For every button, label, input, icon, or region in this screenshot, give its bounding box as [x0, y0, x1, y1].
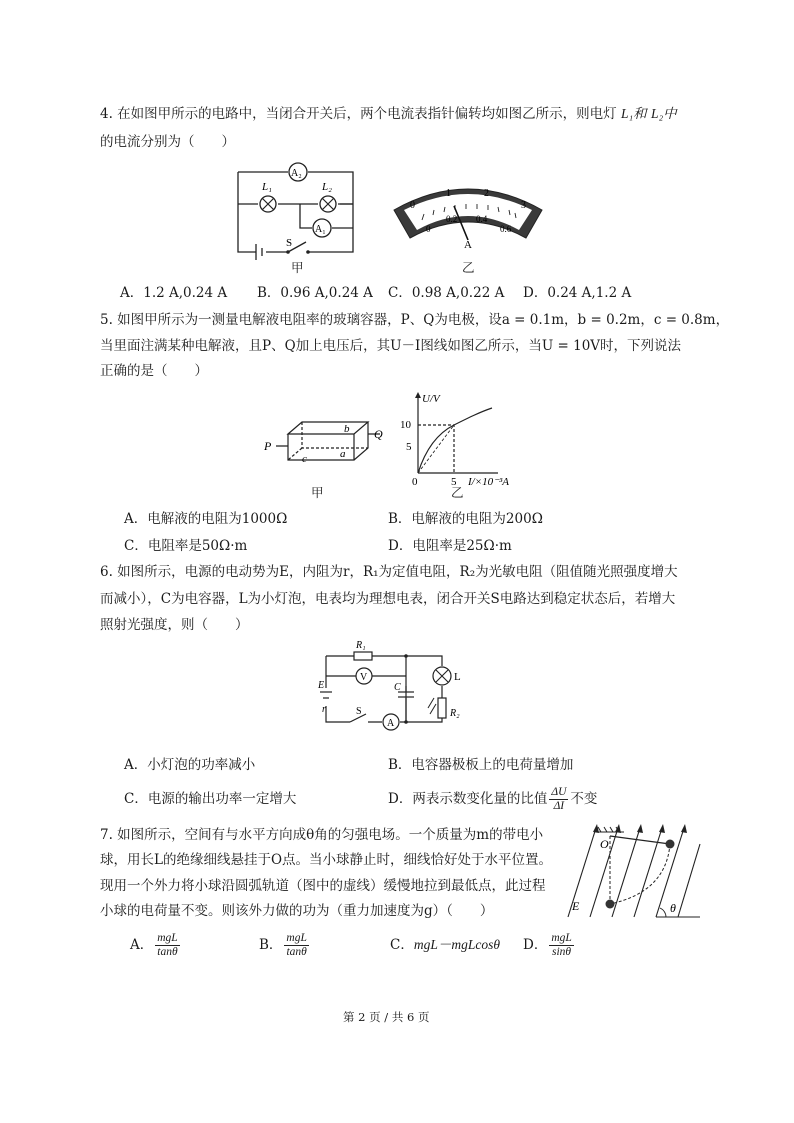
dim-c: c	[302, 453, 307, 465]
q7-stem-line-2: 球，用长L的绝缘细线悬挂于O点。当小球静止时，细线恰好处于水平位置。	[100, 852, 553, 868]
switch-label: S	[286, 237, 293, 249]
l1-label: L₁	[262, 181, 272, 193]
q5-option-c: C．电阻率是50Ω·m	[124, 538, 248, 554]
q7-option-d: D． $\frac{\text{mgL}}{\sin\theta}$	[523, 932, 572, 958]
a2-label: A₂	[291, 168, 302, 179]
q5-option-a: A．电解液的电阻为1000Ω	[124, 511, 288, 527]
q7-stem-line-3: 现用一个外力将小球沿圆弧轨道（图中的虚线）缓慢地拉到最低点，此过程	[100, 878, 546, 894]
meter-unit: A	[464, 239, 472, 250]
q7-option-a: A． $\frac{\text{mgL}}{\tan\theta}$	[130, 932, 178, 958]
meter-top-2: 2	[484, 188, 489, 199]
meter-bottom-1: 0.2	[446, 214, 458, 224]
q5-fig1-caption: 甲	[311, 485, 324, 500]
l2-label: L₂	[322, 181, 332, 193]
q7-option-b: B． $\frac{\text{mgL}}{\tan\theta}$	[259, 932, 307, 958]
capacitor-label: C	[394, 682, 401, 693]
voltmeter-label: V	[360, 672, 368, 683]
ammeter-label: A	[387, 718, 395, 729]
q5-fig2-caption: 乙	[451, 485, 464, 500]
q7-option-c: C．mgL－mgLcosθ	[390, 937, 500, 953]
theta-label: θ	[670, 901, 676, 915]
dim-b: b	[344, 423, 350, 435]
graph-y10: 10	[400, 419, 411, 431]
q4-stem-line-1: 4. 在如图甲所示的电路中，当闭合开关后，两个电流表指针偏转均如图乙所示，则电灯 L₁和 L₂中	[100, 106, 677, 122]
internal-r-label: r	[322, 704, 326, 715]
r2-label: R₂	[450, 708, 460, 719]
graph-x5: 5	[451, 476, 457, 488]
switch-s-label: S	[356, 706, 362, 717]
q4-meter-figure	[388, 170, 548, 250]
q7-field-figure	[562, 822, 702, 922]
graph-x-axis-label: I/×10⁻³A	[468, 476, 509, 488]
q6-stem-line-1: 6. 如图所示，电源的电动势为E，内阻为r，R₁为定值电阻，R₂为光敏电阻（阻值随光照强度增大	[100, 564, 678, 580]
electrode-q: Q	[374, 427, 383, 441]
page-footer: 第 2 页 / 共 6 页	[343, 1010, 430, 1024]
q5-stem-line-3: 正确的是（ ）	[100, 363, 208, 379]
q4-fig2-caption: 乙	[462, 260, 475, 275]
q4-option-b: B．0.96 A,0.24 A	[257, 285, 373, 301]
q7-stem-line-1: 7. 如图所示，空间有与水平方向成θ角的匀强电场。一个质量为m的带电小	[100, 827, 544, 843]
point-o-label: O	[600, 837, 609, 851]
q4-stem-line-2: 的电流分别为（ ）	[100, 134, 235, 150]
q6-stem-line-3: 照射光强度，则（ ）	[100, 617, 249, 633]
graph-origin: 0	[412, 476, 418, 488]
dim-a: a	[340, 448, 346, 460]
meter-top-3: 3	[521, 200, 526, 211]
meter-bottom-2: 0.4	[476, 214, 488, 224]
q4-circuit-figure	[228, 152, 368, 262]
a1-label: A₁	[315, 224, 326, 235]
meter-bottom-3: 0.6	[500, 224, 512, 234]
field-e-label: E	[572, 899, 580, 913]
meter-top-1: 1	[446, 188, 451, 199]
q6-option-c: C．电源的输出功率一定增大	[124, 791, 297, 807]
meter-bottom-0: 0	[426, 224, 431, 234]
q7-stem-line-4: 小球的电荷量不变。则该外力做的功为（重力加速度为g）（ ）	[100, 903, 494, 919]
graph-y5: 5	[406, 441, 412, 453]
graph-y-axis-label: U/V	[422, 393, 440, 405]
q4-option-a: A．1.2 A,0.24 A	[120, 285, 228, 301]
lamp-label: L	[454, 671, 461, 683]
q6-option-a: A．小灯泡的功率减小	[124, 757, 256, 773]
q5-box-figure	[262, 412, 392, 472]
electrode-p: P	[264, 439, 272, 453]
q4-fig1-caption: 甲	[291, 260, 304, 275]
emf-label: E	[318, 680, 325, 691]
q5-option-d: D．电阻率是25Ω·m	[388, 538, 512, 554]
q6-stem-line-2: 而减小），C为电容器，L为小灯泡，电表均为理想电表，闭合开关S电路达到稳定状态后，若增大	[100, 591, 676, 607]
q4-option-d: D．0.24 A,1.2 A	[523, 285, 632, 301]
q6-option-b: B．电容器极板上的电荷量增加	[388, 757, 574, 773]
q5-stem-line-2: 当里面注满某种电解液，且P、Q加上电压后，其U－I图线如图乙所示，当U = 10V时，下列说法	[100, 338, 682, 354]
q5-ui-graph	[398, 388, 538, 488]
q6-option-d-fraction: $\frac{\Delta U}{\Delta I}$	[551, 786, 567, 812]
q6-option-d: D．两表示数变化量的比值 $\frac{\Delta U}{\Delta I}$ 不变	[388, 786, 598, 812]
r1-label: R₁	[356, 640, 366, 651]
meter-top-0: 0	[410, 200, 415, 211]
q6-circuit-figure	[316, 638, 476, 742]
q5-stem-line-1: 5. 如图甲所示为一测量电解液电阻率的玻璃容器，P、Q为电极，设a = 0.1m，b = 0.2m，c = 0.8m，	[100, 312, 730, 328]
q4-option-c: C．0.98 A,0.22 A	[388, 285, 505, 301]
q5-option-b: B．电解液的电阻为200Ω	[388, 511, 543, 527]
